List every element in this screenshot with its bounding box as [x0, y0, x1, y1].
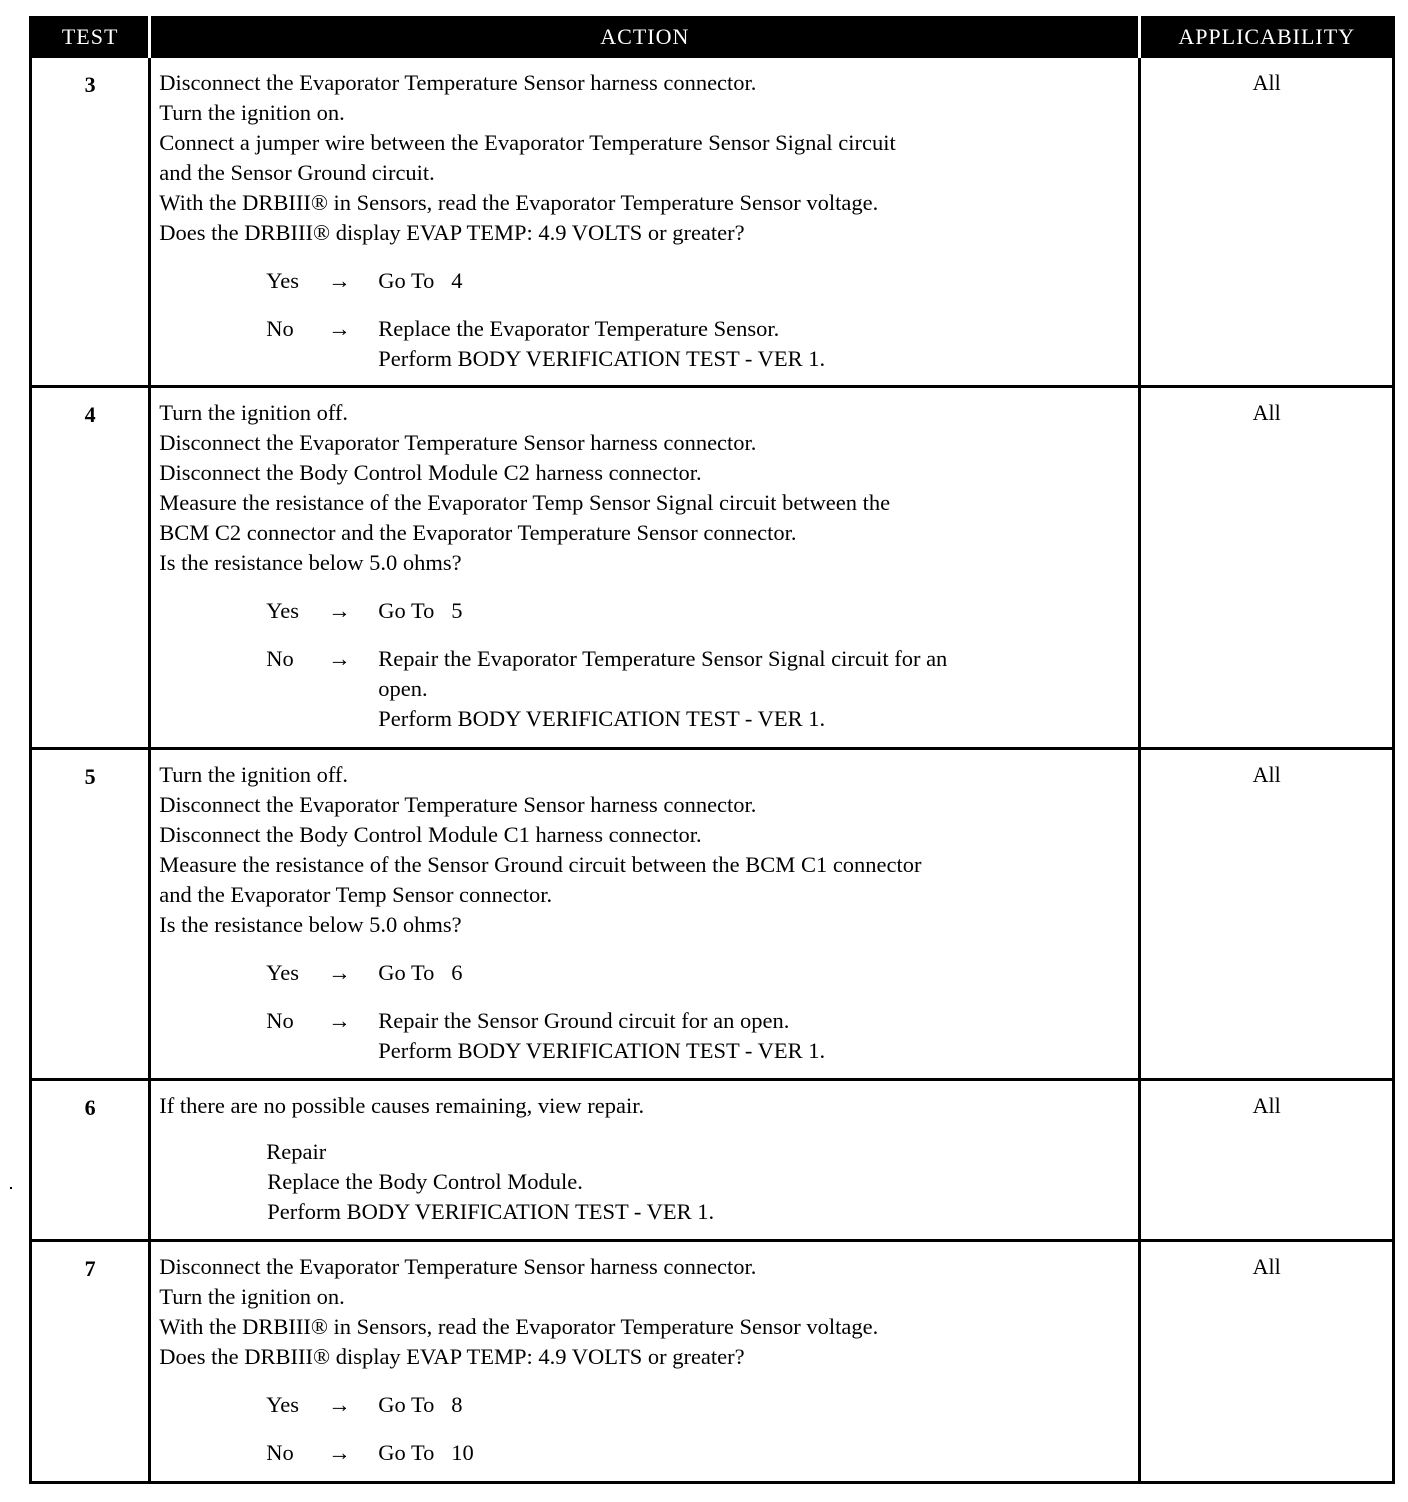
action-step: Disconnect the Body Control Module C2 harness connector.: [159, 460, 702, 485]
yes-outcome: [159, 266, 1132, 296]
table-row: [31, 1080, 1394, 1241]
arrow-icon: →: [328, 646, 351, 671]
arrow-icon: →: [328, 598, 351, 623]
yes-outcome: [159, 596, 1132, 626]
no-outcome: [159, 1006, 1132, 1066]
action-cell: [150, 57, 1140, 387]
yes-result: Go To 8: [378, 1392, 463, 1417]
no-outcome: [159, 644, 1132, 734]
no-label: No: [266, 316, 294, 341]
action-step: Does the DRBIII® display EVAP TEMP: 4.9 VOLTS or greater?: [159, 220, 745, 245]
diagnostic-test-table: [29, 16, 1395, 1484]
action-step: Disconnect the Body Control Module C1 harness connector.: [159, 822, 702, 847]
column-header-action: ACTION: [150, 18, 1140, 57]
applicability-value: All: [1140, 387, 1394, 749]
yes-outcome: [159, 958, 1132, 988]
yes-label: Yes: [266, 268, 299, 293]
action-step: Measure the resistance of the Evaporator Temp Sensor Signal circuit between the: [159, 490, 891, 515]
no-label: No: [266, 1008, 294, 1033]
yes-result: Go To 6: [378, 960, 463, 985]
action-step: Disconnect the Evaporator Temperature Sensor harness connector.: [159, 70, 757, 95]
test-number: 4: [31, 387, 150, 749]
arrow-icon: →: [328, 268, 351, 293]
arrow-icon: →: [328, 1392, 351, 1417]
no-label: No: [266, 646, 294, 671]
repair-line: Replace the Body Control Module.: [267, 1169, 583, 1194]
action-step: Connect a jumper wire between the Evaporator Temperature Sensor Signal circuit: [159, 130, 896, 155]
action-step: Turn the ignition off.: [159, 762, 349, 787]
action-step: Is the resistance below 5.0 ohms?: [159, 550, 462, 575]
yes-outcome: [159, 1390, 1132, 1420]
table-header-row: [31, 18, 1394, 57]
action-step: With the DRBIII® in Sensors, read the Evaporator Temperature Sensor voltage.: [159, 1314, 879, 1339]
action-cell: [150, 1241, 1140, 1483]
no-result-line: Repair the Evaporator Temperature Sensor Signal circuit for an: [378, 646, 948, 671]
no-result: Go To 10: [378, 1440, 474, 1465]
arrow-icon: →: [328, 316, 351, 341]
no-result-line: Repair the Sensor Ground circuit for an open.: [378, 1008, 790, 1033]
table-row: [31, 387, 1394, 749]
no-result-line: Perform BODY VERIFICATION TEST - VER 1.: [378, 346, 826, 371]
table-row: [31, 57, 1394, 387]
yes-label: Yes: [266, 598, 299, 623]
action-step: Turn the ignition on.: [159, 100, 345, 125]
action-step: Measure the resistance of the Sensor Ground circuit between the BCM C1 connector: [159, 852, 922, 877]
yes-label: Yes: [266, 960, 299, 985]
applicability-value: All: [1140, 57, 1394, 387]
column-header-test: TEST: [31, 18, 150, 57]
action-step: With the DRBIII® in Sensors, read the Evaporator Temperature Sensor voltage.: [159, 190, 879, 215]
table-row: [31, 749, 1394, 1080]
action-step: Does the DRBIII® display EVAP TEMP: 4.9 VOLTS or greater?: [159, 1344, 745, 1369]
action-step: Disconnect the Evaporator Temperature Sensor harness connector.: [159, 792, 757, 817]
action-cell: [150, 749, 1140, 1080]
action-cell: [150, 1080, 1140, 1241]
applicability-value: All: [1140, 749, 1394, 1080]
action-step: Disconnect the Evaporator Temperature Sensor harness connector.: [159, 430, 757, 455]
action-step: Is the resistance below 5.0 ohms?: [159, 912, 462, 937]
no-result-line: Perform BODY VERIFICATION TEST - VER 1.: [378, 1038, 826, 1063]
no-result-line: Perform BODY VERIFICATION TEST - VER 1.: [378, 706, 826, 731]
test-number: 6: [31, 1080, 150, 1241]
applicability-value: All: [1140, 1080, 1394, 1241]
arrow-icon: →: [328, 1440, 351, 1465]
no-outcome: [159, 1438, 1132, 1468]
column-header-applicability: APPLICABILITY: [1140, 18, 1394, 57]
table-row: [31, 1241, 1394, 1483]
no-result-line: open.: [378, 676, 428, 701]
arrow-icon: →: [328, 960, 351, 985]
no-result-line: Replace the Evaporator Temperature Sensor.: [378, 316, 780, 341]
test-number: 5: [31, 749, 150, 1080]
test-number: 3: [31, 57, 150, 387]
action-step: BCM C2 connector and the Evaporator Temperature Sensor connector.: [159, 520, 797, 545]
applicability-value: All: [1140, 1241, 1394, 1483]
repair-line: Perform BODY VERIFICATION TEST - VER 1.: [267, 1199, 715, 1224]
no-outcome: [159, 314, 1132, 374]
repair-label: Repair: [266, 1139, 327, 1164]
action-cell: [150, 387, 1140, 749]
action-step: Disconnect the Evaporator Temperature Sensor harness connector.: [159, 1254, 757, 1279]
action-step: Turn the ignition on.: [159, 1284, 345, 1309]
test-number: 7: [31, 1241, 150, 1483]
arrow-icon: →: [328, 1008, 351, 1033]
action-step: and the Evaporator Temp Sensor connector.: [159, 882, 553, 907]
yes-result: Go To 4: [378, 268, 463, 293]
no-label: No: [266, 1440, 294, 1465]
action-step: Turn the ignition off.: [159, 400, 349, 425]
yes-label: Yes: [266, 1392, 299, 1417]
action-step: and the Sensor Ground circuit.: [159, 160, 435, 185]
action-step: If there are no possible causes remaining, view repair.: [159, 1093, 645, 1118]
scan-artifact-dot: [10, 1187, 12, 1189]
repair-instructions: [267, 1167, 1132, 1227]
yes-result: Go To 5: [378, 598, 463, 623]
